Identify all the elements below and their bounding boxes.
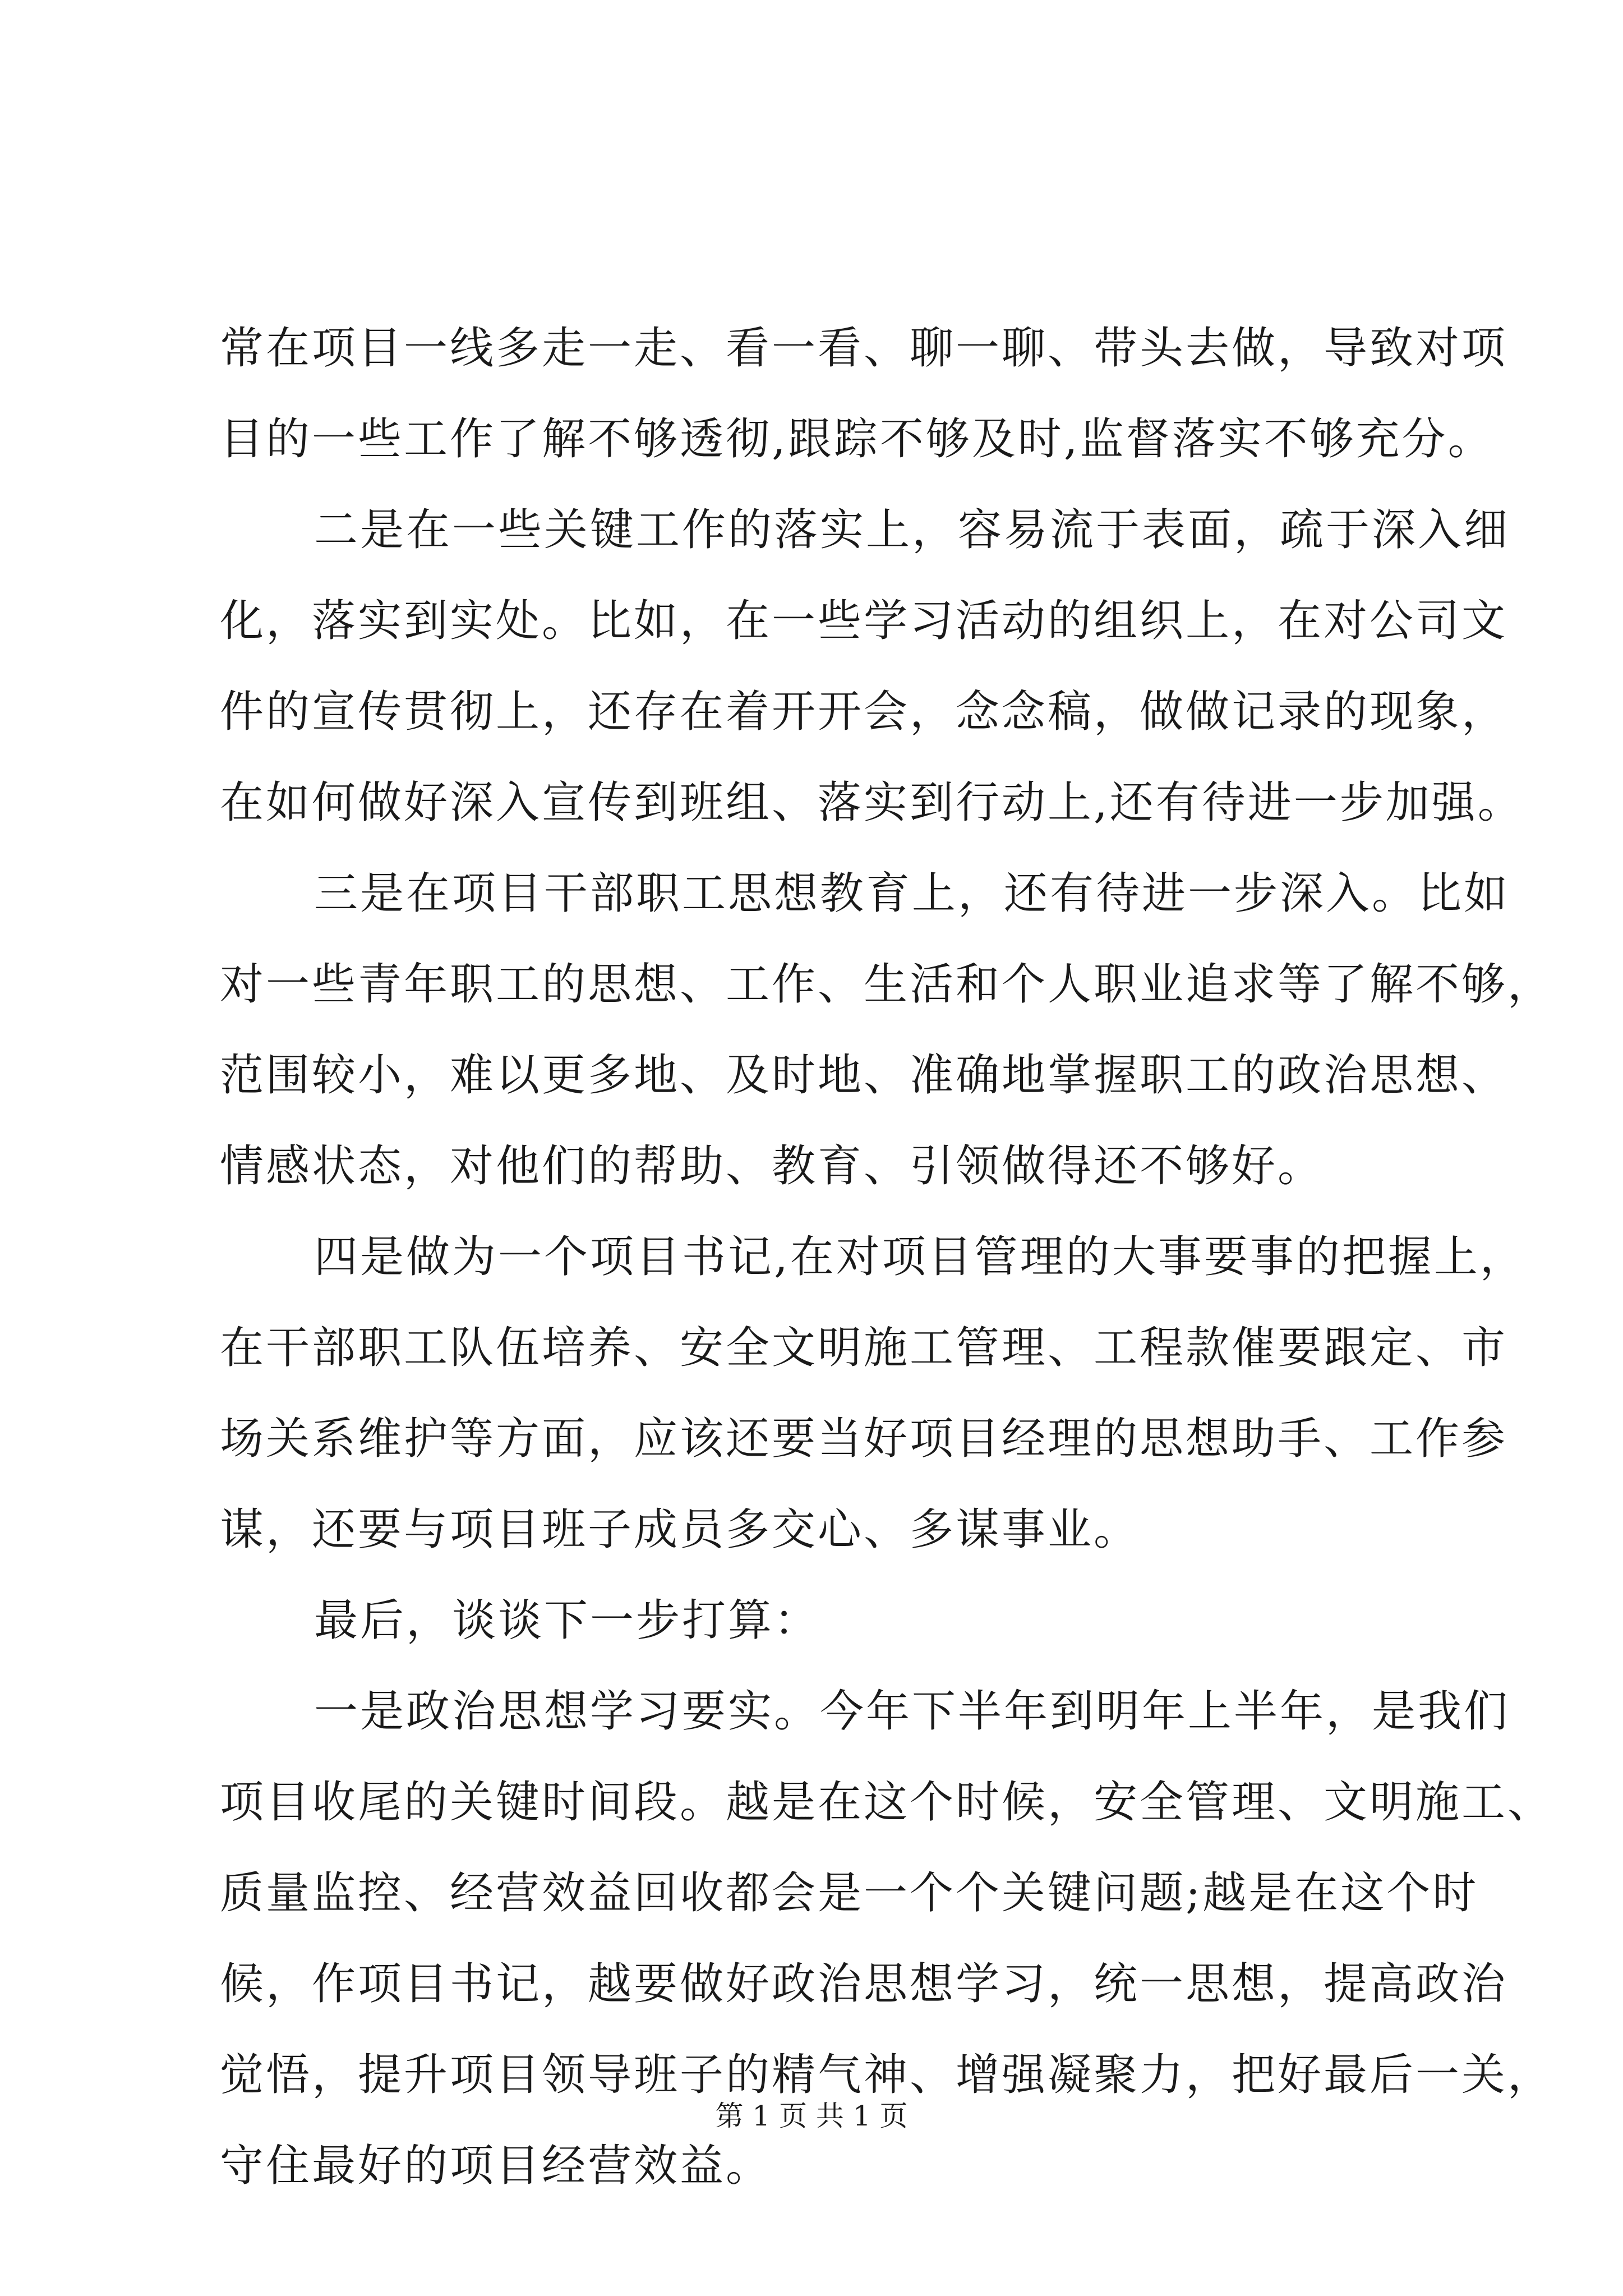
text-line: 件的宣传贯彻上，还存在着开开会，念念稿，做做记录的现象， [220, 687, 1508, 737]
document-body [220, 303, 1554, 2211]
text-line: 觉悟，提升项目领导班子的精气神、增强凝聚力，把好最后一关， [220, 2050, 1554, 2100]
page-number-label: 第 1 页 共 1 页 [715, 2100, 908, 2132]
paragraph-start-line: 四是做为一个项目书记,在对项目管理的大事要事的把握上， [314, 1232, 1526, 1282]
text-line: 场关系维护等方面，应该还要当好项目经理的思想助手、工作参 [220, 1414, 1508, 1464]
text-line: 范围较小，难以更多地、及时地、准确地掌握职工的政治思想、 [220, 1050, 1508, 1101]
paragraph-start-line: 一是政治思想学习要实。今年下半年到明年上半年，是我们 [314, 1686, 1510, 1737]
text-line: 在如何做好深入宣传到班组、落实到行动上,还有待进一步加强。 [220, 777, 1524, 828]
text-line: 对一些青年职工的思想、工作、生活和个人职业追求等了解不够， [220, 959, 1554, 1010]
text-line: 谋，还要与项目班子成员多交心、多谋事业。 [220, 1504, 1140, 1555]
text-line: 化，落实到实处。比如，在一些学习活动的组织上，在对公司文 [220, 596, 1508, 646]
page-footer [0, 2099, 1623, 2133]
paragraph-start-line: 最后，谈谈下一步打算： [314, 1595, 820, 1646]
paragraph-start-line: 二是在一些关键工作的落实上，容易流于表面，疏于深入细 [314, 505, 1510, 555]
text-line: 质量监控、经营效益回收都会是一个个关键问题;越是在这个时 [220, 1868, 1479, 1918]
text-line: 情感状态，对他们的帮助、教育、引领做得还不够好。 [220, 1141, 1324, 1191]
text-line: 常在项目一线多走一走、看一看、聊一聊、带头去做，导致对项 [220, 323, 1508, 374]
text-line: 守住最好的项目经营效益。 [220, 2141, 772, 2191]
text-line: 候，作项目书记，越要做好政治思想学习，统一思想，提高政治 [220, 1959, 1508, 2009]
text-line: 目的一些工作了解不够透彻,跟踪不够及时,监督落实不够充分。 [220, 414, 1494, 464]
text-line: 在干部职工队伍培养、安全文明施工管理、工程款催要跟定、市 [220, 1323, 1508, 1373]
text-line: 项目收尾的关键时间段。越是在这个时候，安全管理、文明施工、 [220, 1777, 1554, 1828]
paragraph-start-line: 三是在项目干部职工思想教育上，还有待进一步深入。比如 [314, 868, 1510, 919]
